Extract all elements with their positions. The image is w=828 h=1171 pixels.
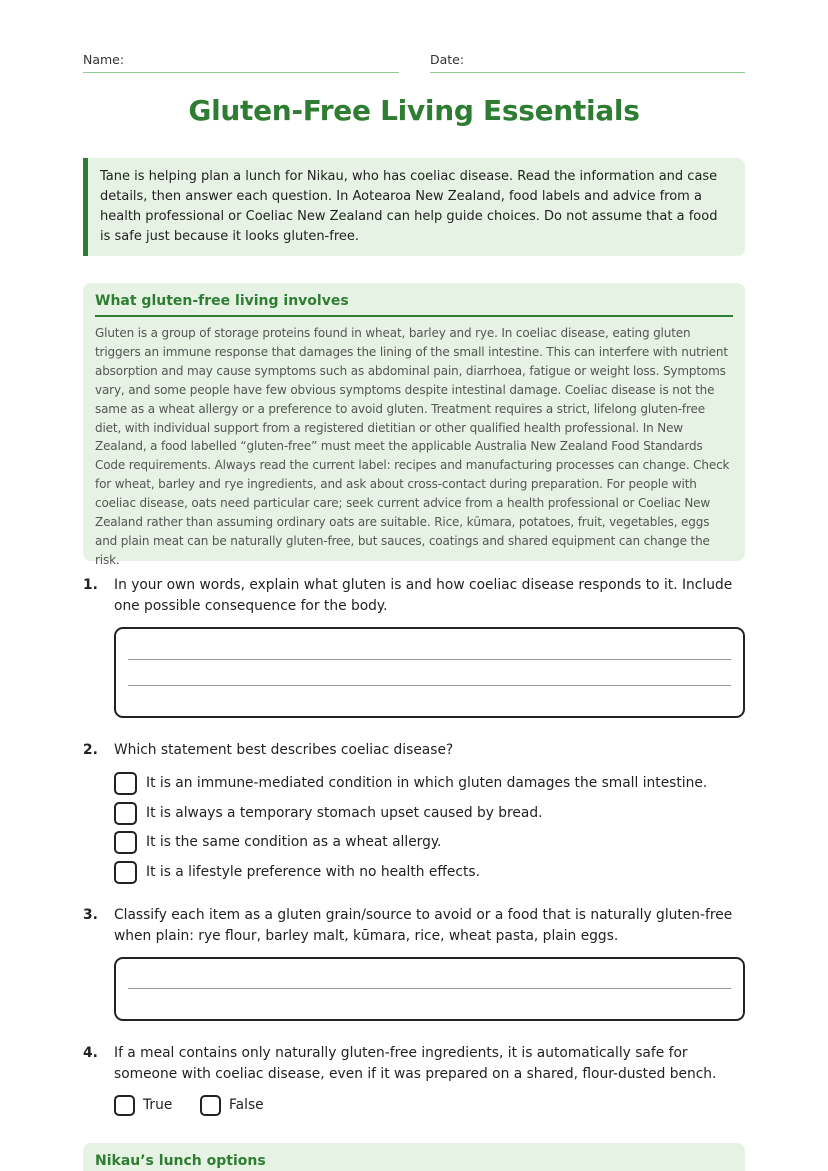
option-label: False bbox=[229, 1097, 264, 1113]
answer-line bbox=[128, 659, 731, 660]
name-label: Name: bbox=[83, 52, 125, 67]
page-title: Gluten-Free Living Essentials bbox=[188, 94, 640, 127]
checkbox[interactable] bbox=[114, 1095, 135, 1116]
answer-line bbox=[128, 988, 731, 989]
answer-box-1[interactable] bbox=[114, 627, 745, 718]
answer-box-3[interactable] bbox=[114, 957, 745, 1021]
question-number: 1. bbox=[83, 577, 98, 593]
lunch-options-title: Nikau’s lunch options bbox=[95, 1153, 266, 1169]
option-label: It is the same condition as a wheat allergy. bbox=[146, 834, 442, 850]
checkbox[interactable] bbox=[200, 1095, 221, 1116]
date-field[interactable] bbox=[430, 52, 745, 73]
question-text: Which statement best describes coeliac disease? bbox=[114, 742, 454, 758]
lunch-options-panel bbox=[83, 1143, 745, 1171]
name-field[interactable] bbox=[83, 52, 399, 73]
option-label: True bbox=[143, 1097, 173, 1113]
option-label: It is a lifestyle preference with no health effects. bbox=[146, 864, 480, 880]
info-body: Gluten is a group of storage proteins found in wheat, barley and rye. In coeliac disease, eating gluten triggers an immune response that damages the lining of the small intestine. This can interfere with nutrient absorption and may cause symptoms such as abdominal pain, diarrhoea, fatigue or weight loss. Symptoms vary, and some people have few obvious symptoms despite intestinal damage. Coeliac disease is not the same as a wheat allergy or a preference to avoid gluten. Treatment requires a strict, lifelong gluten-free diet, with individual support from a registered dietitian or other qualified health professional. In New Zealand, a food labelled “gluten-free” must meet the applicable Australia New Zealand Food Standards Code requirements. Always read the current label: recipes and manufacturing processes can change. Check for wheat, barley and rye ingredients, and ask about cross-contact during preparation. For people with coeliac disease, oats need particular care; seek current advice from a health professional or Coeliac New Zealand rather than assuming ordinary oats are suitable. Rice, kūmara, potatoes, fruit, vegetables, eggs and plain meat can be naturally gluten-free, but sauces, coatings and shared equipment can change the risk. bbox=[95, 326, 730, 567]
question-text: Classify each item as a gluten grain/source to avoid or a food that is naturally gluten-free when plain: rye flour, barley malt, kūmara, rice, wheat pasta, plain eggs. bbox=[114, 907, 733, 944]
question-text: In your own words, explain what gluten is and how coeliac disease responds to it. Include one possible consequence for the body. bbox=[114, 577, 733, 614]
checkbox[interactable] bbox=[114, 861, 137, 884]
checkbox[interactable] bbox=[114, 772, 137, 795]
date-label: Date: bbox=[430, 52, 465, 67]
answer-line bbox=[128, 685, 731, 686]
info-panel bbox=[83, 283, 745, 567]
option-label: It is always a temporary stomach upset caused by bread. bbox=[146, 805, 543, 821]
intro-callout: Tane is helping plan a lunch for Nikau, who has coeliac disease. Read the information and case details, then answer each question. In Aotearoa New Zealand, food labels and advice from a health professional or Coeliac New Zealand can help guide choices. Do not assume that a food is safe just because it looks gluten-free. bbox=[83, 158, 745, 256]
question-number: 3. bbox=[83, 907, 98, 923]
option-label: It is an immune-mediated condition in which gluten damages the small intestine. bbox=[146, 775, 708, 791]
question-number: 2. bbox=[83, 742, 98, 758]
info-title: What gluten-free living involves bbox=[95, 293, 733, 317]
checkbox[interactable] bbox=[114, 831, 137, 854]
question-number: 4. bbox=[83, 1045, 98, 1061]
header-fields bbox=[83, 52, 745, 74]
question-text: If a meal contains only naturally gluten-free ingredients, it is automatically safe for someone with coeliac disease, even if it was prepared on a shared, flour-dusted bench. bbox=[114, 1045, 717, 1082]
checkbox[interactable] bbox=[114, 802, 137, 825]
